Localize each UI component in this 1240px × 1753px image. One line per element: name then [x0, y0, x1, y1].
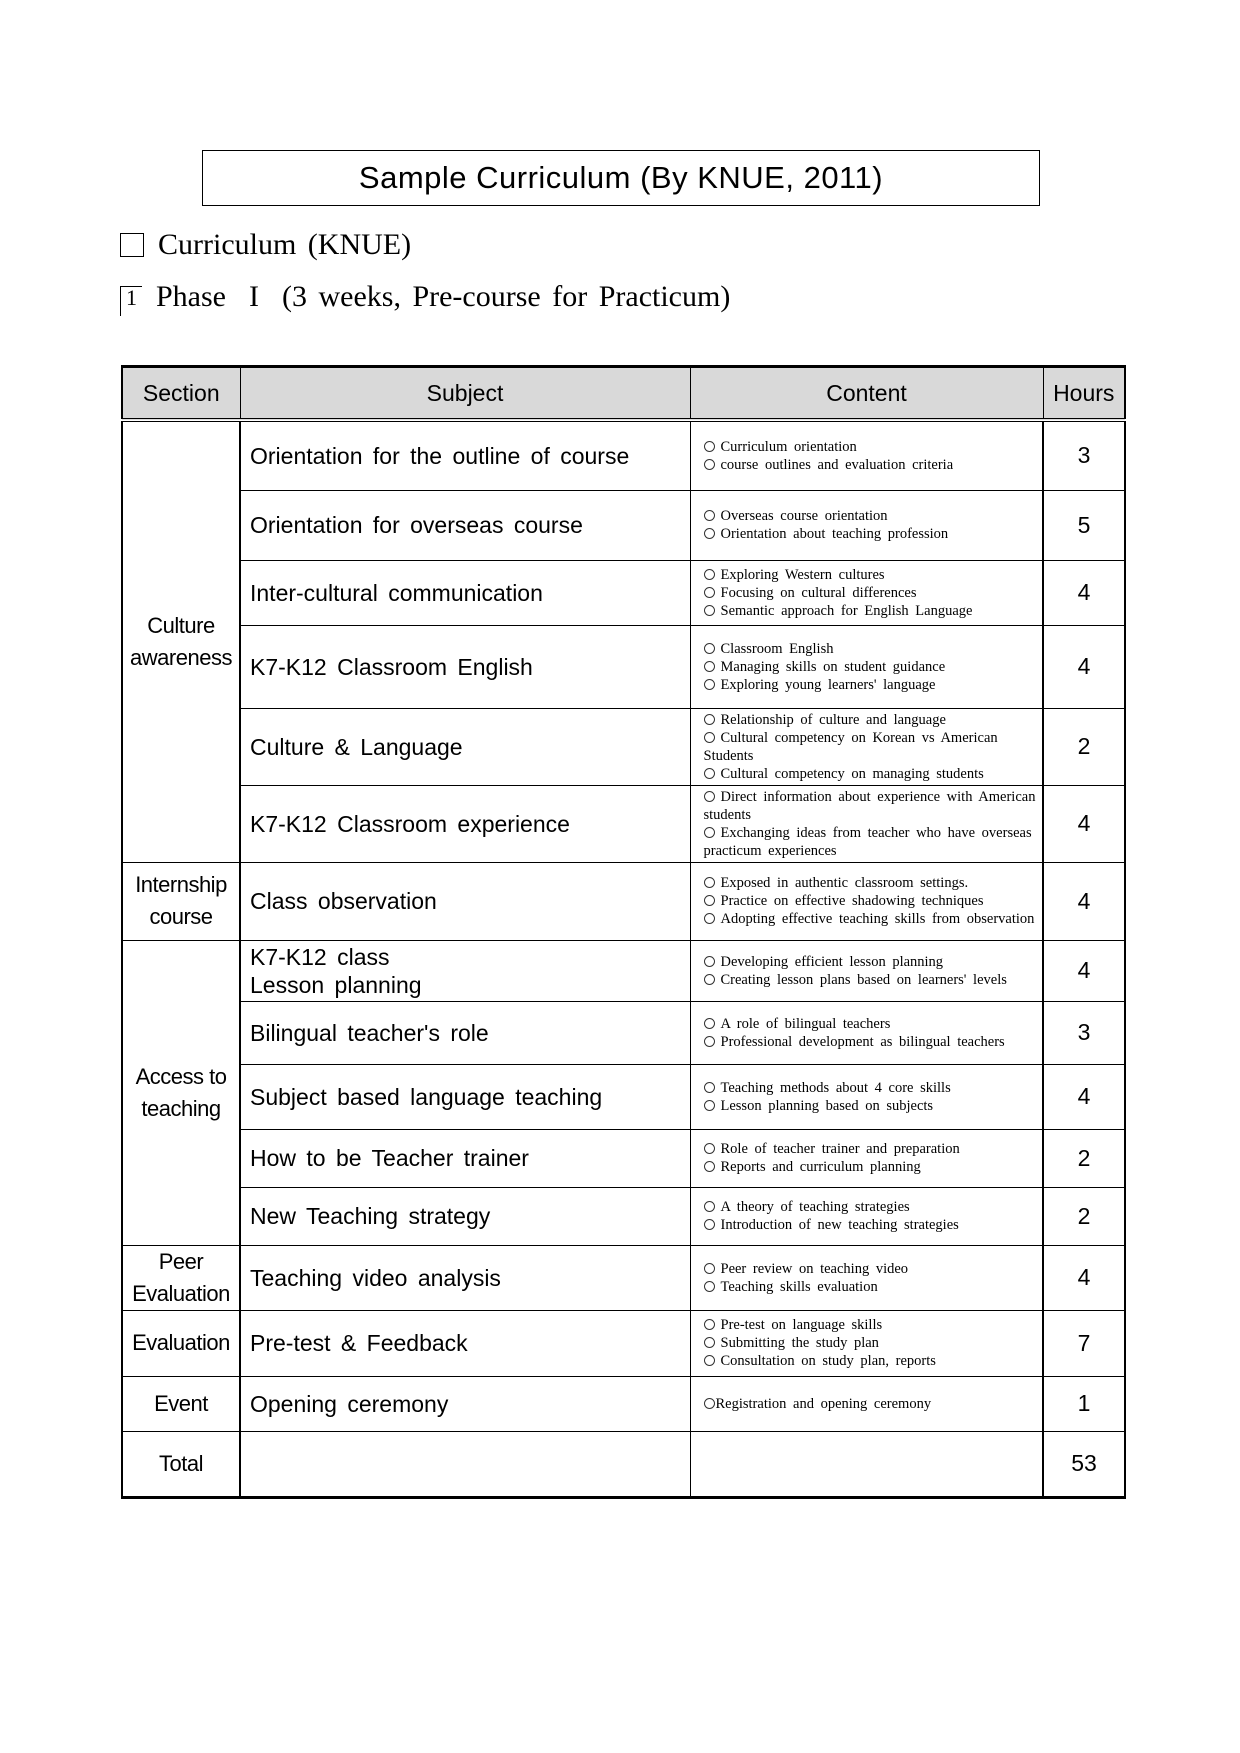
subject-cell	[240, 1245, 690, 1310]
circle-bullet-icon	[704, 1036, 715, 1047]
content-cell	[690, 420, 1043, 490]
section-cell: Event	[122, 1376, 240, 1431]
subject-text: How to be Teacher trainer	[250, 1145, 529, 1171]
content-item	[704, 824, 1039, 860]
subject-cell	[240, 940, 690, 1001]
document-title: Sample Curriculum (By KNUE, 2011)	[202, 150, 1040, 206]
content-item-text: Consultation on study plan, reports	[720, 1353, 936, 1369]
content-item	[704, 1352, 1039, 1370]
subject-text-line2: Lesson planning	[250, 971, 422, 998]
content-item-text: Managing skills on student guidance	[720, 658, 946, 675]
content-item	[704, 1015, 1039, 1033]
content-item	[704, 1395, 1039, 1413]
content-cell	[690, 1187, 1043, 1245]
circle-bullet-icon	[704, 1201, 715, 1212]
hours-cell: 1	[1043, 1376, 1125, 1431]
hours-cell: 4	[1043, 940, 1125, 1001]
content-item-text: Overseas course orientation	[720, 508, 888, 524]
content-item-text: Peer review on teaching video	[720, 1260, 909, 1277]
content-item	[704, 874, 1039, 892]
hours-cell: 7	[1043, 1310, 1125, 1376]
circle-bullet-icon	[704, 974, 715, 985]
heading-phase-text: Phase I (3 weeks, Pre-course for Practicum)	[156, 280, 731, 313]
section-cell: Peer Evaluation	[122, 1245, 240, 1310]
subject-cell	[240, 490, 690, 560]
content-item-text: Focusing on cultural differences	[720, 584, 917, 601]
content-item	[704, 566, 1039, 584]
content-item-text: Submitting the study plan	[720, 1335, 879, 1351]
circle-bullet-icon	[704, 732, 715, 743]
content-item-text: course outlines and evaluation criteria	[720, 456, 954, 473]
hours-cell: 4	[1043, 862, 1125, 940]
subject-text: K7-K12 Classroom experience	[250, 810, 570, 837]
subject-cell	[240, 1187, 690, 1245]
table-row	[122, 1129, 1125, 1187]
circle-bullet-icon	[704, 714, 715, 725]
circle-bullet-icon	[704, 1337, 715, 1348]
content-item	[704, 1260, 1039, 1278]
subject-text: Class observation	[250, 888, 437, 914]
total-subject	[240, 1431, 690, 1497]
circle-bullet-icon	[704, 956, 715, 967]
subject-text: Orientation for overseas course	[250, 512, 583, 538]
circle-bullet-icon	[704, 459, 715, 470]
hours-cell: 4	[1043, 560, 1125, 625]
content-item	[704, 640, 1039, 658]
content-item	[704, 1140, 1039, 1158]
subject-text: K7-K12 class	[250, 943, 390, 970]
content-item-text: Semantic approach for English Language	[720, 602, 973, 619]
content-item	[704, 1033, 1039, 1051]
circle-bullet-icon	[704, 1082, 715, 1093]
content-item	[704, 1316, 1039, 1334]
table-row	[122, 940, 1125, 1001]
circle-bullet-icon	[704, 791, 715, 802]
content-item-text: Orientation about teaching profession	[720, 526, 949, 542]
circle-bullet-icon	[704, 1143, 715, 1154]
hours-cell: 3	[1043, 420, 1125, 490]
content-cell	[690, 560, 1043, 625]
circle-bullet-icon	[704, 1355, 715, 1366]
circle-bullet-icon	[704, 1018, 715, 1029]
circle-bullet-icon	[704, 768, 715, 779]
circle-bullet-icon	[704, 913, 715, 924]
heading-curriculum-text: Curriculum (KNUE)	[158, 228, 412, 261]
subject-cell	[240, 1064, 690, 1129]
content-item-text: Direct information about experience with American students	[703, 788, 1036, 823]
subject-cell	[240, 862, 690, 940]
content-item	[704, 438, 1039, 456]
hours-cell: 2	[1043, 1187, 1125, 1245]
subject-text: Subject based language teaching	[250, 1083, 603, 1110]
hours-cell: 3	[1043, 1001, 1125, 1064]
content-item-text: Exposed in authentic classroom settings.	[720, 875, 969, 891]
content-item	[704, 711, 1039, 729]
content-item	[704, 584, 1039, 602]
header-content: Content	[690, 367, 1043, 421]
content-item-text: A role of bilingual teachers	[720, 1015, 891, 1032]
content-cell	[690, 708, 1043, 785]
table-row	[122, 560, 1125, 625]
circle-bullet-icon	[704, 605, 715, 616]
content-item	[704, 525, 1039, 543]
content-item-text: A theory of teaching strategies	[720, 1199, 910, 1215]
content-item-text: Exploring Western cultures	[720, 566, 885, 583]
content-cell	[690, 1245, 1043, 1310]
section-cell: Internship course	[122, 862, 240, 940]
content-item-text: Role of teacher trainer and preparation	[720, 1141, 960, 1157]
circle-bullet-icon	[704, 569, 715, 580]
subject-text: Teaching video analysis	[250, 1264, 501, 1291]
content-item	[704, 602, 1039, 620]
content-item	[704, 971, 1039, 989]
total-hours: 53	[1043, 1431, 1125, 1497]
subject-text: K7-K12 Classroom English	[250, 653, 533, 680]
circle-bullet-icon	[704, 587, 715, 598]
content-item	[704, 788, 1039, 824]
content-item	[704, 1097, 1039, 1115]
circle-bullet-icon	[704, 1100, 715, 1111]
table-row	[122, 785, 1125, 862]
circle-bullet-icon	[704, 528, 715, 539]
table-row	[122, 1310, 1125, 1376]
content-cell	[690, 1376, 1043, 1431]
content-item	[704, 507, 1039, 525]
subject-cell	[240, 1376, 690, 1431]
table-header-row	[122, 367, 1125, 421]
table-row	[122, 420, 1125, 490]
subject-cell	[240, 1001, 690, 1064]
content-item-text: Registration and opening ceremony	[715, 1395, 932, 1412]
circle-bullet-icon	[704, 877, 715, 888]
hours-cell: 4	[1043, 1064, 1125, 1129]
content-cell	[690, 1064, 1043, 1129]
content-cell	[690, 1001, 1043, 1064]
content-item-text: Curriculum orientation	[720, 438, 857, 455]
circle-bullet-icon	[704, 1263, 715, 1274]
curriculum-table	[121, 365, 1126, 1499]
subject-text: Bilingual teacher's role	[250, 1019, 489, 1046]
header-subject: Subject	[240, 367, 690, 421]
content-item	[704, 1158, 1039, 1176]
circle-bullet-icon	[704, 643, 715, 654]
table-row	[122, 1376, 1125, 1431]
content-item-text: Exploring young learners' language	[720, 676, 936, 693]
circle-bullet-icon	[704, 1319, 715, 1330]
content-cell	[690, 1129, 1043, 1187]
hours-cell: 5	[1043, 490, 1125, 560]
content-cell	[690, 862, 1043, 940]
content-cell	[690, 940, 1043, 1001]
subject-text: New Teaching strategy	[250, 1203, 491, 1229]
subject-cell	[240, 1129, 690, 1187]
table-row	[122, 625, 1125, 708]
circle-bullet-icon	[704, 1281, 715, 1292]
circle-bullet-icon	[704, 679, 715, 690]
content-item	[704, 892, 1039, 910]
content-item-text: Introduction of new teaching strategies	[720, 1217, 959, 1233]
subject-cell	[240, 785, 690, 862]
subject-cell	[240, 420, 690, 490]
content-item-text: Lesson planning based on subjects	[720, 1097, 934, 1114]
subject-text: Pre-test & Feedback	[250, 1330, 468, 1356]
content-item	[704, 1334, 1039, 1352]
content-item-text: Teaching methods about 4 core skills	[720, 1079, 951, 1096]
subject-text: Inter-cultural communication	[250, 579, 543, 606]
circle-bullet-icon	[704, 661, 715, 672]
content-item	[704, 729, 1039, 765]
hours-cell: 4	[1043, 625, 1125, 708]
circle-bullet-icon	[704, 827, 715, 838]
content-item-text: Cultural competency on managing students	[720, 765, 984, 782]
content-item	[704, 953, 1039, 971]
heading-phase	[120, 280, 730, 314]
hours-cell: 4	[1043, 785, 1125, 862]
content-item-text: Teaching skills evaluation	[720, 1278, 878, 1295]
total-label: Total	[122, 1431, 240, 1497]
table-row	[122, 862, 1125, 940]
table-row	[122, 1245, 1125, 1310]
content-item	[704, 1278, 1039, 1296]
circle-bullet-icon	[704, 1219, 715, 1230]
content-item-text: Developing efficient lesson planning	[720, 953, 944, 970]
subject-text: Opening ceremony	[250, 1390, 449, 1417]
subject-text: Culture & Language	[250, 733, 463, 760]
section-cell: Culture awareness	[122, 420, 240, 862]
content-item-text: Professional development as bilingual teachers	[720, 1033, 1005, 1050]
section-cell: Evaluation	[122, 1310, 240, 1376]
square-icon	[120, 233, 144, 257]
hours-cell: 4	[1043, 1245, 1125, 1310]
heading-curriculum	[120, 228, 411, 262]
table-row	[122, 1001, 1125, 1064]
content-item	[704, 1079, 1039, 1097]
content-item-text: Cultural competency on Korean vs American Students	[703, 729, 998, 764]
subject-cell	[240, 560, 690, 625]
content-item	[704, 658, 1039, 676]
content-item-text: Creating lesson plans based on learners' levels	[720, 971, 1007, 988]
table-row	[122, 490, 1125, 560]
content-item	[704, 456, 1039, 474]
subject-cell	[240, 1310, 690, 1376]
content-item-text: Exchanging ideas from teacher who have overseas practicum experiences	[703, 824, 1032, 859]
content-item	[704, 910, 1039, 928]
total-content	[690, 1431, 1043, 1497]
bracket-icon: 1	[120, 286, 142, 316]
circle-bullet-icon	[704, 510, 715, 521]
content-item-text: Reports and curriculum planning	[720, 1159, 921, 1175]
hours-cell: 2	[1043, 1129, 1125, 1187]
content-cell	[690, 785, 1043, 862]
content-item-text: Pre-test on language skills	[720, 1317, 883, 1333]
content-item-text: Practice on effective shadowing techniques	[720, 893, 984, 909]
hours-cell: 2	[1043, 708, 1125, 785]
content-cell	[690, 1310, 1043, 1376]
table-row	[122, 708, 1125, 785]
header-section: Section	[122, 367, 240, 421]
table-row	[122, 1064, 1125, 1129]
content-item-text: Relationship of culture and language	[720, 711, 946, 728]
table-row	[122, 1187, 1125, 1245]
header-hours: Hours	[1043, 367, 1125, 421]
total-row	[122, 1431, 1125, 1497]
section-cell: Access to teaching	[122, 940, 240, 1245]
circle-bullet-icon	[704, 895, 715, 906]
content-item	[704, 676, 1039, 694]
circle-bullet-icon	[704, 1398, 715, 1409]
content-item-text: Adopting effective teaching skills from observation	[720, 911, 1035, 927]
content-item	[704, 1198, 1039, 1216]
subject-cell	[240, 708, 690, 785]
subject-text: Orientation for the outline of course	[250, 442, 630, 469]
content-cell	[690, 625, 1043, 708]
content-cell	[690, 490, 1043, 560]
circle-bullet-icon	[704, 1161, 715, 1172]
content-item-text: Classroom English	[720, 640, 834, 657]
content-item	[704, 765, 1039, 783]
content-item	[704, 1216, 1039, 1234]
circle-bullet-icon	[704, 441, 715, 452]
subject-cell	[240, 625, 690, 708]
